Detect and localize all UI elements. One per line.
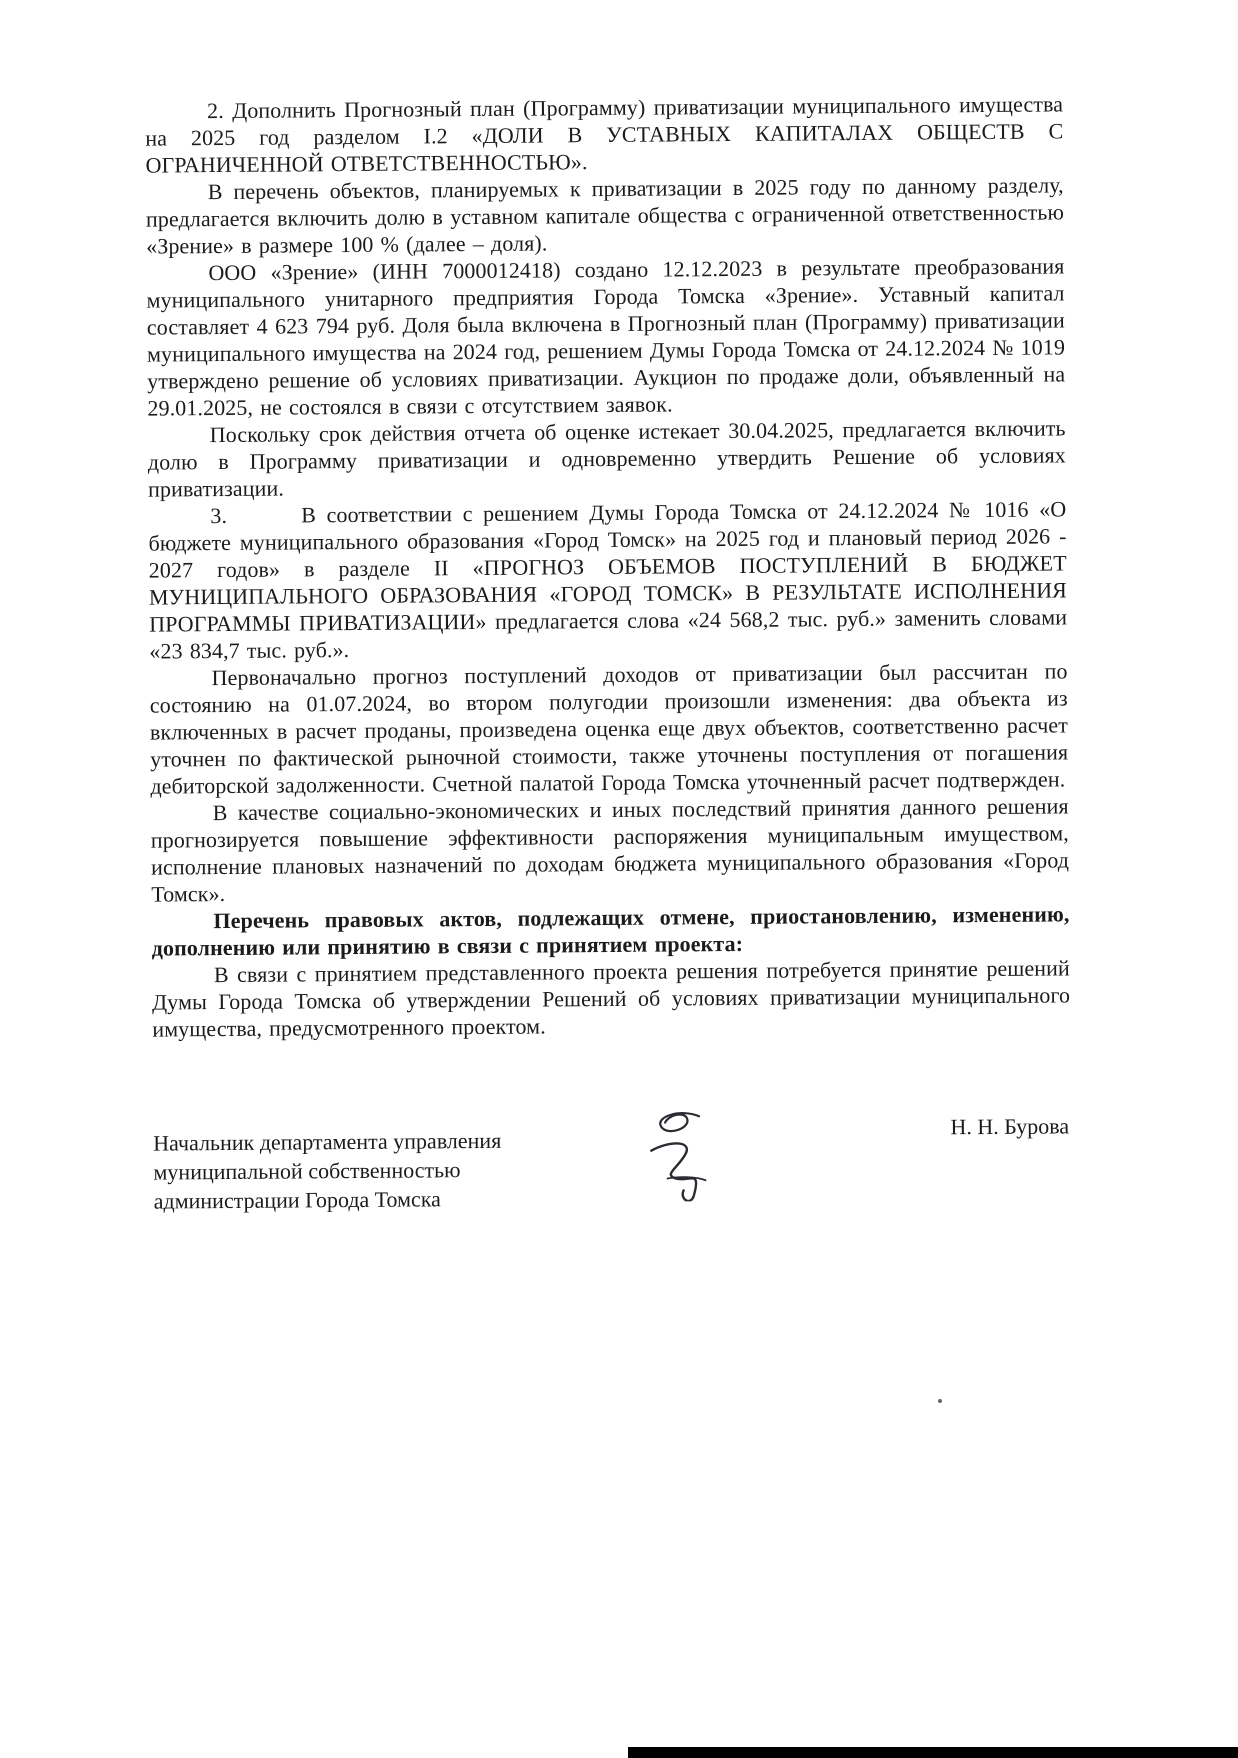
paragraph-section-2-amend-plan: 2. Дополнить Прогнозный план (Программу) приватизации муниципального имущества на 2025 год разделом I.2 «ДОЛИ В УСТАВНЫХ КАПИТАЛАХ ОБЩЕСТВ С ОГРАНИЧЕННОЙ ОТВЕТСТВЕННОСТЬЮ». — [145, 91, 1064, 178]
document-body — [145, 90, 1072, 1215]
signatory-title-line-3: администрации Города Томска — [153, 1186, 441, 1214]
paragraph-decisions-required: В связи с принятием представленного проекта решения потребуется принятие решений Думы Города Томска об утверждении Решений об условиях приватизации муниципального имущества, предусмотренного проектом. — [152, 955, 1071, 1042]
scan-artifact-dot — [938, 1399, 942, 1403]
paragraph-forecast-adjustment: Первоначально прогноз поступлений доходов от приватизации был рассчитан по состоянию на 01.07.2024, во втором полугодии произошли изменения: два объекта из включенных в расчет проданы, произведена оценка еще двух объектов, соответственно расчет уточнен по фактической рыночной стоимости, также уточнены поступления от погашения дебиторской задолженности. Счетной палатой Города Томска уточненный расчет подтвержден. — [149, 658, 1069, 799]
signatory-title — [153, 1126, 502, 1216]
paragraph-legal-acts-heading: Перечень правовых актов, подлежащих отмене, приостановлению, изменению, дополнению или принятию в связи с принятием проекта: — [151, 901, 1070, 961]
paragraph-valuation-deadline: Поскольку срок действия отчета об оценке истекает 30.04.2025, предлагается включить долю в Программу приватизации и одновременно утвердить Решение об условиях приватизации. — [147, 415, 1066, 502]
signatory-name: Н. Н. Бурова — [950, 1113, 1070, 1140]
paragraph-section-3-budget: 3. В соответствии с решением Думы Города Томска от 24.12.2024 № 1016 «О бюджете муниципального образования «Город Томск» на 2025 год и плановый период 2026 - 2027 годов» в разделе II «ПРОГНОЗ ОБЪЕМОВ ПОСТУПЛЕНИЙ В БЮДЖЕТ МУНИЦИПАЛЬНОГО ОБРАЗОВАНИЯ «ГОРОД ТОМСК» В РЕЗУЛЬТАТЕ ИСПОЛНЕНИЯ ПРОГРАММЫ ПРИВАТИЗАЦИИ» предлагается слова «24 568,2 тыс. руб.» заменить словами «23 834,7 тыс. руб.». — [148, 496, 1068, 664]
signature-block — [153, 1113, 1072, 1215]
signatory-title-line-1: Начальник департамента управления — [153, 1127, 502, 1156]
paragraph-objects-list: В перечень объектов, планируемых к приватизации в 2025 году по данному разделу, предлагается включить долю в уставном капитале общества с ограниченной ответственностью «Зрение» в размере 100 % (далее – доля). — [145, 172, 1065, 259]
signatory-title-line-2: муниципальной собственностью — [153, 1157, 461, 1185]
paragraph-consequences: В качестве социально-экономических и иных последствий принятия данного решения прогнозируется повышение эффективности распоряжения муниципальным имуществом, исполнение плановых назначений по доходам бюджета муниципального образования «Город Томск». — [150, 793, 1070, 907]
signature-scribble — [621, 1106, 742, 1202]
scan-edge-black-bar — [628, 1747, 1238, 1758]
paragraph-ooo-zrenie-details: ООО «Зрение» (ИНН 7000012418) создано 12.12.2023 в результате преобразования муниципального унитарного предприятия Города Томска «Зрение». Уставный капитал составляет 4 623 794 руб. Доля была включена в Прогнозный план (Программу) приватизации муниципального имущества на 2024 год, решением Думы Города Томска от 24.12.2024 № 1019 утверждено решение об условиях приватизации. Аукцион по продаже доли, объявленный на 29.01.2025, не состоялся в связи с отсутствием заявок. — [146, 253, 1066, 421]
